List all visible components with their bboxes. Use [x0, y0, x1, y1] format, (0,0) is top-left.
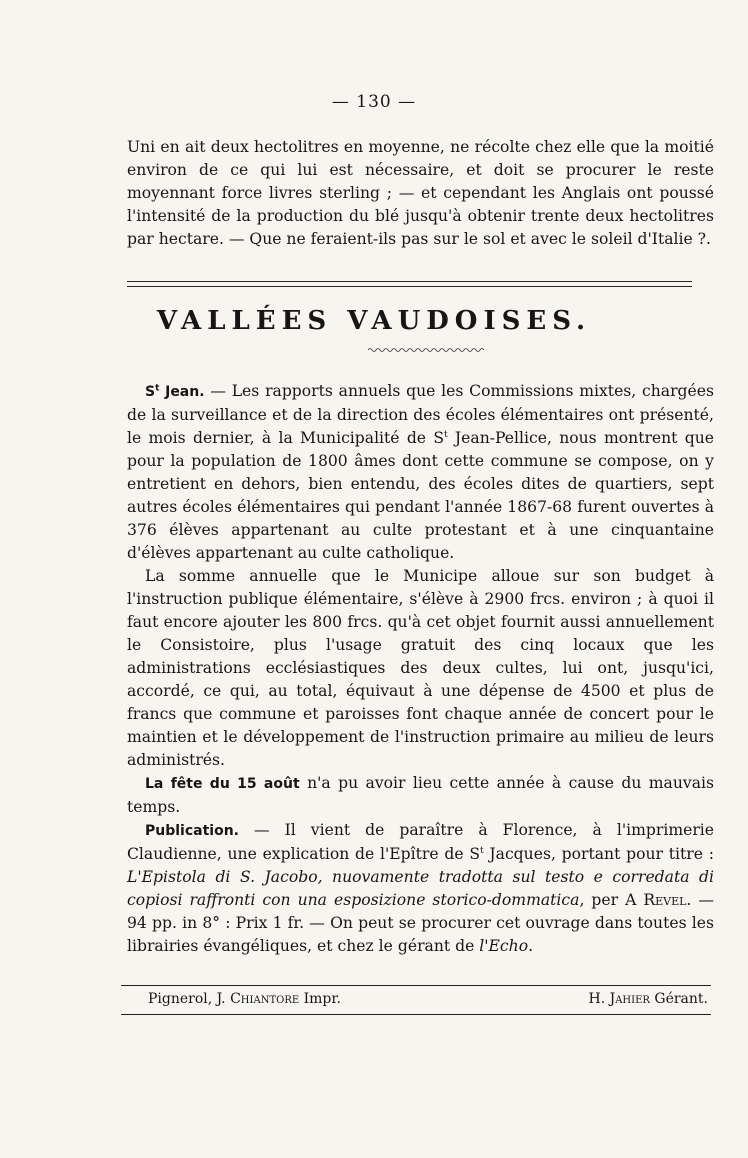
fete-lead: La fête du 15 août [145, 776, 300, 792]
publication-lead: Publication. [145, 823, 239, 839]
publication-author: Revel [643, 891, 687, 909]
manager-credit: H. Jahier Gérant. [588, 991, 708, 1007]
fete-paragraph: La fête du 15 août n'a pu avoir lieu cette année à cause du mauvais temps. [127, 774, 714, 816]
intro-paragraph [127, 136, 714, 251]
articles-body [127, 380, 714, 958]
printer-credit: Pignerol, J. Chiantore Impr. [148, 991, 341, 1007]
intro-paragraph-text: Uni en ait deux hectolitres en moyenne, ne récolte chez elle que la moitié environ de ce qui lui est nécessaire, et doit se procurer le reste moyennant force livres sterling ; — et cependant les Anglais ont poussé l'intensité de la production du blé jusqu'à obtenir trente deux hectolitres par hectare. — Que ne feraient-ils pas sur le sol et avec le soleil d'Italie ?. [127, 138, 714, 248]
budget-paragraph: La somme annuelle que le Municipe alloue sur son budget à l'instruction publique élémentaire, s'élève à 2900 frcs. environ ; à quoi il faut encore ajouter les 800 frcs. qu'à cet objet fournit aussi annuellement le Consistoire, plus l'usage gratuit des cinq locaux que les administrations ecclésiastiques des deux cultes, lui ont, jusqu'ici, accordé, ce qui, au total, équivaut à une dépense de 4500 et plus de francs que commune et paroisses font chaque année de concert pour le maintien et le développement de l'instruction primaire au milieu de leurs administrés. [127, 567, 714, 769]
page-number: — 130 — [331, 92, 417, 112]
st-jean-paragraph: $S^t$ Jean. — Les rapports annuels que les Commissions mixtes, chargées de la surveillance et de la direction des écoles élémentaires ont présenté, le mois dernier, à la Municipalité de $S^t$ Jean-Pellice, nous montrent que pour la population de 1800 âmes dont cette commune se compose, on y entretient en dehors, bien entendu, des écoles dites de quartiers, sept autres écoles élémentaires qui pendant l'année 1867-68 furent ouvertes à 376 élèves appartenant au culte protestant et à une cinquantaine d'élèves appartenant au culte catholique. [127, 382, 715, 562]
section-divider [127, 281, 692, 287]
title-ornament [368, 346, 484, 354]
st-jean-lead: $S^t$ Jean. [145, 383, 205, 400]
publication-paragraph: Publication. — Il vient de paraître à Florence, à l'imprimerie Claudienne, une explication de l'Epître de $S^t$ Jacques, portant pour titre : L'Epistola di S. Jacobo, nuovamente tradotta sul testo e corredata di copiosi raffronti con una esposizione storico-dommatica, per A Revel. — 94 pp. in 8° : Prix 1 fr. — On peut se procurer cet ouvrage dans toutes les librairies évangéliques, et chez le gérant de l'Echo. [127, 821, 714, 955]
echo-name: l'Echo [479, 937, 529, 955]
section-title: VALLÉES VAUDOISES. [156, 306, 592, 336]
footer-rule-top [121, 985, 711, 986]
publication-title: L'Epistola di S. Jacobo, nuovamente tradotta sul testo e corredata di copiosi raffronti con una esposizione storico-dommatica [127, 868, 714, 909]
footer-rule-bottom [121, 1014, 711, 1015]
